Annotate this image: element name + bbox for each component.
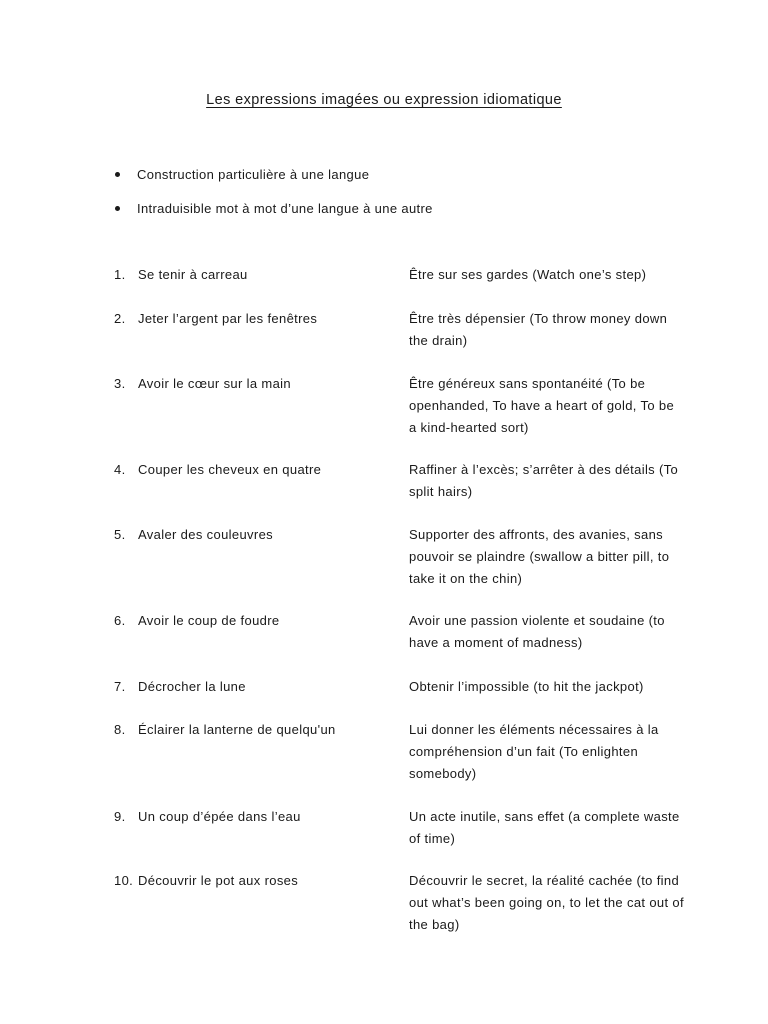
item-number: 6. [114, 613, 126, 628]
item-meaning: Être généreux sans spontanéité (To be openhanded, To have a heart of gold, To be a kind-hearted sort) [409, 376, 675, 435]
item-expression: Découvrir le pot aux roses [138, 873, 299, 888]
item-expression: Se tenir à carreau [138, 267, 248, 282]
item-expression: Avoir le cœur sur la main [138, 376, 291, 391]
item-number: 3. [114, 376, 126, 391]
bullet-icon [115, 172, 120, 177]
bullet-item [115, 166, 433, 200]
item-meaning: Avoir une passion violente et soudaine (to have a moment of madness) [409, 613, 665, 650]
bullet-text: Intraduisible mot à mot d’une langue à une autre [137, 201, 433, 216]
item-meaning: Un acte inutile, sans effet (a complete waste of time) [409, 809, 680, 846]
item-meaning: Être sur ses gardes (Watch one’s step) [409, 267, 647, 282]
item-expression: Un coup d’épée dans l’eau [138, 809, 301, 824]
item-meaning: Supporter des affronts, des avanies, sans pouvoir se plaindre (swallow a bitter pill, to take it on the chin) [409, 527, 670, 586]
item-meaning: Obtenir l’impossible (to hit the jackpot) [409, 679, 644, 694]
item-meaning: Raffiner à l’excès; s’arrêter à des détails (To split hairs) [409, 462, 679, 499]
item-expression: Décrocher la lune [138, 679, 246, 694]
item-number: 1. [114, 267, 126, 282]
item-expression: Couper les cheveux en quatre [138, 462, 322, 477]
item-number: 7. [114, 679, 126, 694]
item-number: 2. [114, 311, 126, 326]
item-number: 8. [114, 722, 126, 737]
item-meaning: Être très dépensier (To throw money down the drain) [409, 311, 668, 348]
item-number: 5. [114, 527, 126, 542]
item-meaning: Découvrir le secret, la réalité cachée (to find out what’s been going on, to let the cat out of the bag) [409, 873, 684, 932]
item-number: 10. [114, 873, 134, 888]
item-number: 9. [114, 809, 126, 824]
item-meaning: Lui donner les éléments nécessaires à la compréhension d’un fait (To enlighten somebody) [409, 722, 659, 781]
item-expression: Éclairer la lanterne de quelqu'un [138, 722, 336, 737]
item-expression: Jeter l’argent par les fenêtres [138, 311, 318, 326]
bullet-item [115, 200, 433, 234]
bullet-list [115, 166, 433, 234]
page-title: Les expressions imagées ou expression idiomatique [206, 92, 562, 108]
item-expression: Avoir le coup de foudre [138, 613, 280, 628]
bullet-text: Construction particulière à une langue [137, 167, 370, 182]
item-expression: Avaler des couleuvres [138, 527, 274, 542]
bullet-icon [115, 206, 120, 211]
item-number: 4. [114, 462, 126, 477]
